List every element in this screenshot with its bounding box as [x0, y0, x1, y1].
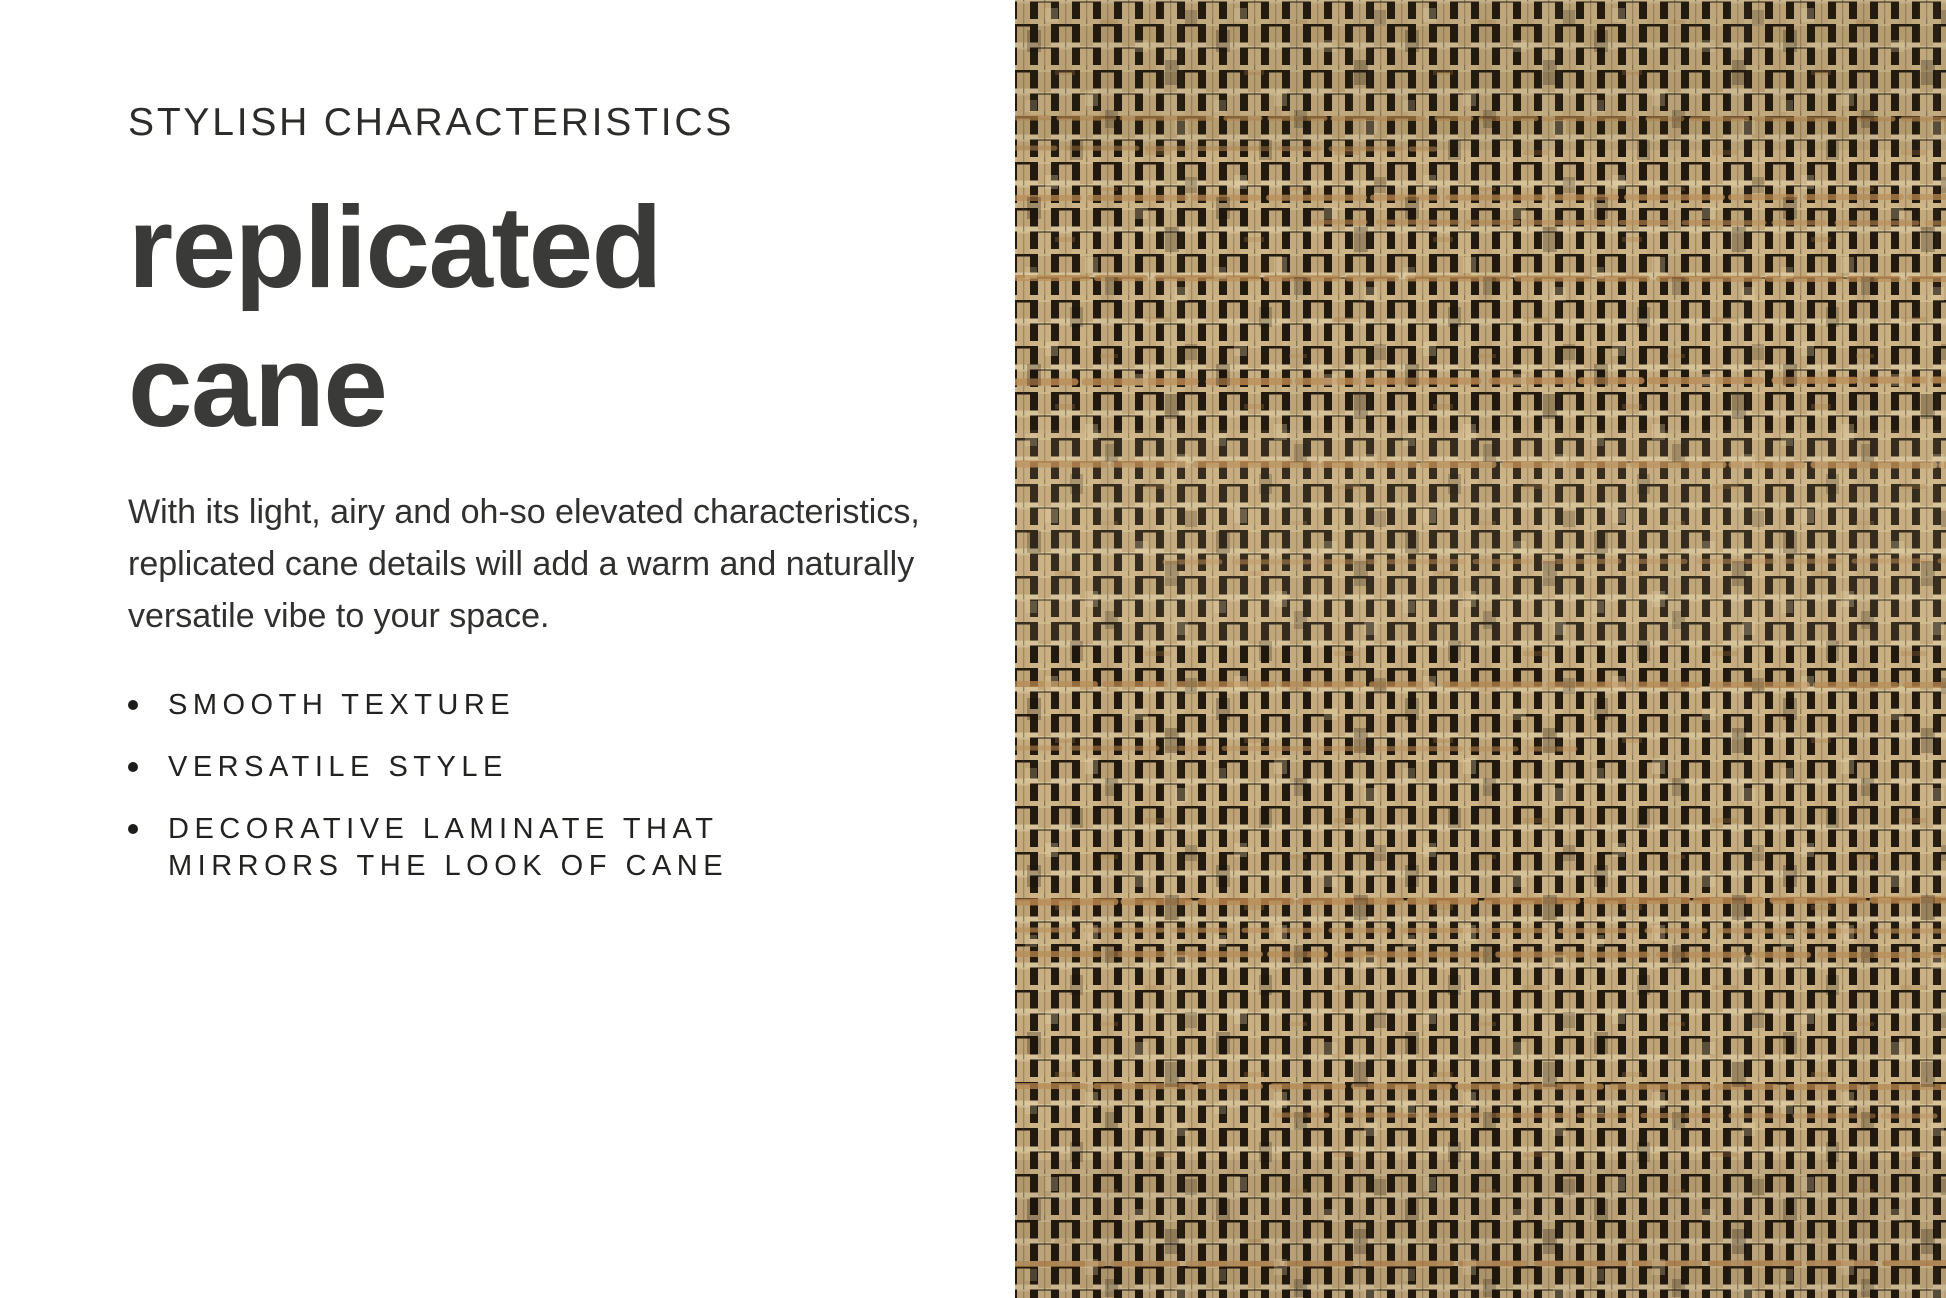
- page-title-line: replicated: [128, 182, 661, 312]
- feature-list: [128, 687, 960, 885]
- feature-text: [168, 687, 515, 724]
- bullet-dot: [128, 824, 138, 834]
- paragraph-line: With its light, airy and oh-so elevated characteristics,: [128, 493, 920, 531]
- list-item: [128, 749, 960, 786]
- list-item: [128, 687, 960, 724]
- feature-line: DECORATIVE LAMINATE THAT: [168, 813, 719, 845]
- bullet-dot: [128, 700, 138, 710]
- page-title-line: cane: [128, 321, 387, 451]
- feature-text: [168, 749, 508, 786]
- feature-line: SMOOTH TEXTURE: [168, 689, 516, 721]
- paragraph-line: replicated cane details will add a warm and naturally: [128, 545, 915, 583]
- paragraph-line: versatile vibe to your space.: [128, 597, 550, 635]
- page-title: [128, 178, 960, 456]
- feature-line: VERSATILE STYLE: [168, 751, 508, 783]
- text-content: [0, 0, 1000, 885]
- feature-line: MIRRORS THE LOOK OF CANE: [168, 850, 729, 882]
- bullet-dot: [128, 762, 138, 772]
- eyebrow-label: STYLISH CHARACTERISTICS: [128, 101, 735, 144]
- feature-text: [168, 811, 728, 885]
- cane-texture-image: [1015, 0, 1946, 1298]
- list-item: [128, 811, 960, 885]
- intro-paragraph: [128, 486, 960, 642]
